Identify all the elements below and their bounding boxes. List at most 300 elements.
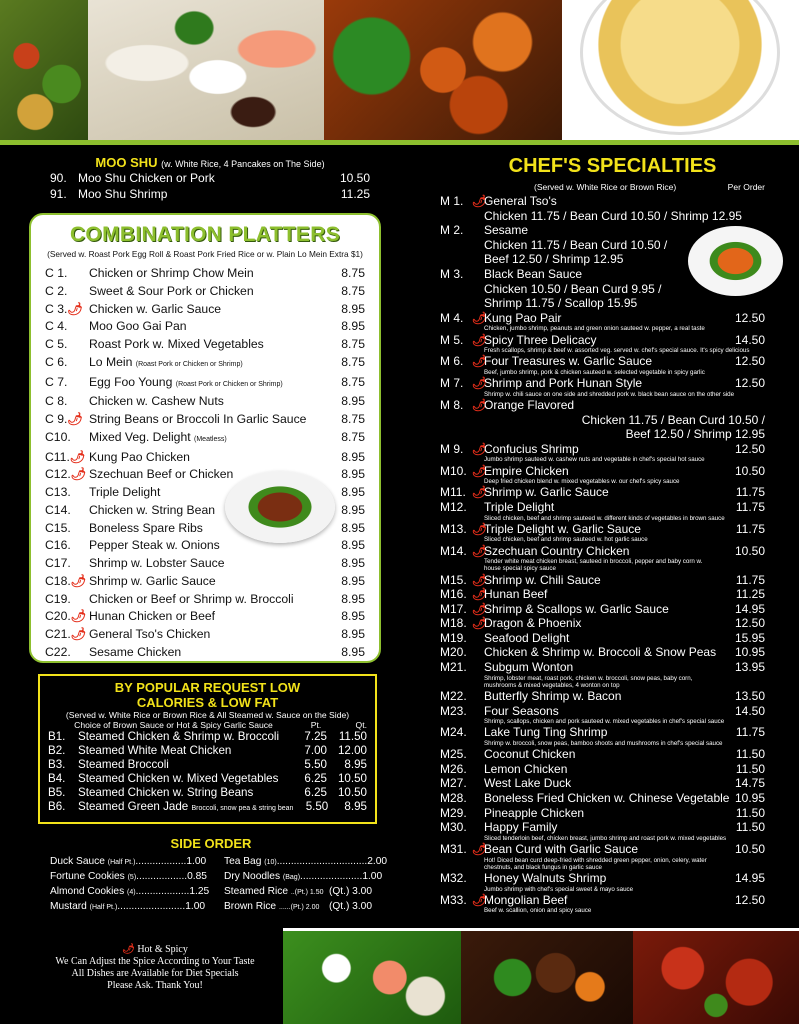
moo-shu-section bbox=[50, 155, 370, 202]
side-item-dots: .................. bbox=[135, 856, 187, 867]
item-name: Four Treasures w. Garlic Sauce bbox=[484, 354, 653, 369]
item-price: 14.75 bbox=[734, 776, 765, 791]
item-price: 13.50 bbox=[734, 689, 765, 704]
item-price-line: Chicken 11.75 / Bean Curd 10.50 / bbox=[581, 412, 765, 427]
item-price: 11.50 bbox=[735, 747, 765, 762]
item-name bbox=[89, 411, 315, 429]
item-price: 13.95 bbox=[734, 660, 765, 675]
item-name-text: Sweet & Sour Pork or Chicken bbox=[89, 283, 254, 298]
item-name: Lake Tung Ting Shrimp bbox=[484, 725, 608, 740]
popular-list bbox=[48, 730, 367, 816]
chef-item bbox=[440, 398, 765, 442]
item-code: M25. bbox=[440, 747, 467, 762]
item-name-text: Steamed Chicken & Shrimp w. Broccoli bbox=[78, 730, 280, 743]
side-order-right-column bbox=[224, 855, 388, 915]
item-price: 10.50 bbox=[734, 463, 765, 478]
item-name: West Lake Duck bbox=[484, 776, 572, 791]
chef-item bbox=[440, 464, 765, 486]
item-name: Confucius Shrimp bbox=[484, 441, 579, 456]
item-name: Happy Family bbox=[484, 820, 558, 835]
item-code: M 5. bbox=[440, 332, 464, 347]
hot-spicy-legend bbox=[45, 944, 265, 956]
popular-item bbox=[48, 730, 367, 744]
popular-item bbox=[48, 786, 367, 800]
side-item-name bbox=[50, 870, 187, 885]
item-price: 8.95 bbox=[341, 538, 365, 553]
chef-item bbox=[440, 871, 765, 893]
chef-item-row bbox=[440, 354, 765, 369]
item-name: Honey Walnuts Shrimp bbox=[484, 871, 607, 886]
item-name: Pineapple Chicken bbox=[484, 805, 585, 820]
item-description: Shrimp, scallops, chicken and pork sauteed w. mixed vegetables in chef's special sauce bbox=[484, 718, 725, 726]
side-item-label: Mustard bbox=[50, 901, 87, 912]
combo-item bbox=[45, 374, 365, 394]
combination-title: COMBINATION PLATTERS bbox=[69, 223, 341, 246]
item-code: M 7. bbox=[440, 376, 464, 391]
pepper-icon: 🌶︎ bbox=[472, 521, 488, 536]
side-item-size: (Bag) bbox=[282, 874, 301, 881]
pepper-icon: 🌶︎ bbox=[472, 376, 488, 391]
item-code: C 5. bbox=[45, 337, 68, 351]
item-name-text: String Beans or Broccoli In Garlic Sauce bbox=[89, 412, 307, 426]
item-note: (Roast Pork or Chicken or Shrimp) bbox=[135, 360, 243, 368]
item-name-text: Boneless Spare Ribs bbox=[89, 520, 203, 535]
item-name bbox=[89, 608, 315, 626]
top-photo-strip bbox=[0, 0, 799, 140]
item-name: Shrimp and Pork Hunan Style bbox=[484, 376, 643, 391]
item-description: Beef, jumbo shrimp, pork & chicken sauteed w. selected vegetable in spicy garlic bbox=[484, 368, 705, 376]
chefs-per-order: Per Order bbox=[727, 182, 765, 192]
item-code: M23. bbox=[440, 703, 467, 718]
chef-item bbox=[440, 616, 765, 631]
item-price: 8.75 bbox=[341, 266, 365, 280]
side-item-size: (Half Pt.) bbox=[107, 859, 136, 866]
item-name bbox=[89, 644, 315, 662]
item-code: M26. bbox=[440, 761, 467, 776]
item-price: 10.95 bbox=[734, 791, 765, 806]
combo-item bbox=[45, 573, 365, 591]
item-price: 8.95 bbox=[341, 591, 365, 606]
item-price: 11.75 bbox=[735, 521, 765, 536]
chefs-subtitle: (Served w. White Rice or Brown Rice) bbox=[534, 182, 677, 192]
item-price: 11.50 bbox=[735, 761, 765, 776]
side-item-price: 1.00 bbox=[362, 871, 383, 882]
item-price: 8.95 bbox=[341, 644, 365, 659]
side-order-title: SIDE ORDER bbox=[170, 836, 252, 851]
item-name: Dragon & Phoenix bbox=[484, 616, 582, 631]
item-name: Spicy Three Delicacy bbox=[484, 332, 597, 347]
item-price: 11.75 bbox=[735, 572, 765, 587]
item-code: C15. bbox=[45, 520, 71, 535]
moo-shu-subtitle: (w. White Rice, 4 Pancakes on The Side) bbox=[161, 159, 325, 169]
pepper-icon: 🌶︎ bbox=[67, 412, 83, 426]
note-line1: We Can Adjust the Spice According to Your Taste bbox=[55, 956, 255, 967]
item-code: M 1. bbox=[440, 194, 464, 208]
pepper-icon: 🌶︎ bbox=[472, 441, 488, 456]
pepper-icon: 🌶︎ bbox=[70, 609, 87, 624]
item-name-text: Shrimp w. Garlic Sauce bbox=[89, 573, 216, 588]
item-code: M30. bbox=[440, 820, 467, 835]
item-name: Moo Shu Shrimp bbox=[78, 187, 168, 201]
chef-item-row bbox=[440, 522, 765, 537]
combo-item bbox=[45, 537, 365, 555]
side-item-price: (Qt.) 3.00 bbox=[328, 886, 372, 897]
item-price-quart: 12.00 bbox=[337, 744, 367, 757]
photo-combo-plate bbox=[225, 471, 335, 543]
item-name-text: Chicken w. String Bean bbox=[89, 502, 216, 517]
item-name bbox=[78, 758, 291, 772]
chef-item bbox=[440, 485, 765, 500]
item-price: 12.50 bbox=[734, 892, 765, 907]
moo-shu-list bbox=[50, 170, 370, 202]
item-name bbox=[78, 744, 291, 758]
chef-item bbox=[440, 573, 765, 588]
photo-sesame-chicken bbox=[324, 0, 562, 140]
item-code: C11.🌶︎ bbox=[45, 449, 86, 464]
chef-item-row bbox=[440, 500, 765, 515]
item-price: 12.50 bbox=[734, 441, 765, 456]
item-name-text: Chicken w. Garlic Sauce bbox=[89, 301, 222, 316]
item-price: 12.50 bbox=[734, 354, 765, 369]
item-price: 8.95 bbox=[341, 449, 365, 464]
pepper-icon: 🌶︎ bbox=[472, 463, 488, 478]
popular-col-qt: Qt. bbox=[355, 720, 367, 730]
item-price: 12.50 bbox=[734, 376, 765, 391]
item-code: M28. bbox=[440, 791, 467, 806]
item-name-text: Shrimp w. Lobster Sauce bbox=[89, 556, 225, 570]
item-price: 10.50 bbox=[734, 543, 765, 558]
side-item-name bbox=[224, 900, 329, 915]
item-price: 11.75 bbox=[735, 725, 765, 740]
side-item-size: (10) bbox=[264, 859, 277, 866]
popular-choice: Choice of Brown Sauce or Hot & Spicy Garlic Sauce bbox=[74, 720, 273, 730]
item-code: C13. bbox=[45, 485, 71, 499]
item-name-text: Hunan Chicken or Beef bbox=[89, 609, 216, 624]
chef-item-row bbox=[440, 573, 765, 588]
combo-item bbox=[45, 265, 365, 283]
item-price: 8.75 bbox=[341, 337, 365, 351]
item-code: C20.🌶︎ bbox=[45, 609, 87, 624]
popular-col-pt: Pt. bbox=[310, 720, 322, 730]
item-price-line: Shrimp 11.75 / Scallop 15.95 bbox=[484, 296, 638, 311]
item-name: Mongolian Beef bbox=[484, 892, 568, 907]
item-name: Sesame bbox=[484, 223, 529, 238]
item-name-text: Steamed Chicken w. String Beans bbox=[78, 786, 254, 799]
combo-item bbox=[45, 411, 365, 429]
item-code: M20. bbox=[440, 645, 467, 660]
item-name-text: Chicken w. Cashew Nuts bbox=[89, 394, 224, 409]
item-price: 10.50 bbox=[734, 842, 765, 857]
combo-item bbox=[45, 591, 365, 609]
chef-item-row bbox=[440, 806, 765, 821]
chef-item bbox=[440, 725, 765, 747]
item-name bbox=[78, 772, 291, 786]
pepper-icon: 🌶︎ bbox=[472, 354, 488, 369]
item-price: 8.95 bbox=[341, 627, 365, 641]
item-name: Empire Chicken bbox=[484, 463, 569, 478]
item-name: Lemon Chicken bbox=[484, 761, 568, 776]
item-description: Jumbo shrimp sauteed w. cashew nuts and vegetable in chef's special hot sauce bbox=[484, 456, 705, 464]
chef-item bbox=[440, 806, 765, 821]
combo-item bbox=[45, 608, 365, 626]
item-name bbox=[78, 730, 291, 744]
item-price: 8.75 bbox=[341, 429, 365, 444]
item-name-text: Mixed Veg. Delight bbox=[89, 429, 191, 444]
item-code: C14. bbox=[45, 502, 71, 517]
chef-item bbox=[440, 842, 765, 871]
bottom-photo-strip bbox=[283, 928, 799, 1024]
pepper-icon: 🌶︎ bbox=[472, 543, 488, 558]
chef-item-row bbox=[440, 762, 765, 777]
item-price-pint: 7.25 bbox=[304, 730, 327, 743]
item-name-text: Egg Foo Young bbox=[89, 374, 173, 389]
item-description: Beef w. scallion, onion and spicy sauce bbox=[484, 907, 592, 915]
item-price: 8.95 bbox=[341, 485, 365, 499]
side-item-name bbox=[50, 900, 185, 915]
pepper-icon: 🌶︎ bbox=[472, 616, 488, 631]
item-code: C 3.🌶︎ bbox=[45, 301, 83, 316]
chef-item bbox=[440, 689, 765, 704]
side-item-name bbox=[50, 855, 186, 870]
item-price: 11.50 bbox=[735, 805, 765, 820]
item-code: B5. bbox=[48, 786, 66, 799]
chef-item-row bbox=[440, 645, 765, 660]
chef-item-row bbox=[440, 631, 765, 646]
item-name bbox=[89, 374, 315, 394]
chef-item bbox=[440, 544, 765, 573]
item-name-text: General Tso's Chicken bbox=[89, 627, 211, 641]
side-item-dots: ................................ bbox=[276, 856, 368, 867]
pepper-icon: 🌶︎ bbox=[472, 601, 488, 616]
item-note: Broccoli, snow pea & string bean bbox=[191, 805, 294, 812]
item-code: B2. bbox=[48, 744, 66, 757]
item-code: M 8. bbox=[440, 397, 464, 412]
chef-item-row bbox=[440, 311, 765, 326]
item-code: M18. bbox=[440, 616, 467, 631]
item-code: M13. bbox=[440, 521, 467, 536]
pepper-icon: 🌶︎ bbox=[472, 587, 488, 602]
item-code: M 4. bbox=[440, 310, 464, 325]
chef-item bbox=[440, 660, 765, 689]
side-order-item bbox=[224, 900, 372, 915]
pepper-icon: 🌶︎ bbox=[472, 485, 488, 500]
hot-spicy-label: Hot & Spicy bbox=[137, 944, 188, 955]
chef-item-row bbox=[440, 442, 765, 457]
side-item-label: Duck Sauce bbox=[50, 856, 105, 867]
side-order-item bbox=[50, 855, 207, 870]
chef-item-row bbox=[440, 893, 765, 908]
chef-item bbox=[440, 354, 765, 376]
item-code: M31. bbox=[440, 842, 467, 857]
item-code: M29. bbox=[440, 805, 467, 820]
item-name bbox=[89, 265, 315, 283]
item-price: 11.25 bbox=[735, 587, 765, 602]
item-description: Shrimp, lobster meat, roast pork, chicken w. broccoli, snow peas, baby corn, bbox=[484, 674, 693, 682]
combination-platters-panel bbox=[29, 213, 381, 663]
item-name bbox=[89, 283, 315, 301]
side-item-name bbox=[224, 885, 329, 900]
item-price: 8.95 bbox=[341, 573, 365, 588]
side-item-price: 2.00 bbox=[367, 856, 388, 867]
item-name-text: Steamed White Meat Chicken bbox=[78, 744, 232, 757]
chef-item-row bbox=[440, 776, 765, 791]
chef-item-row bbox=[440, 842, 765, 857]
item-name bbox=[89, 555, 315, 573]
item-name-text: Chicken or Shrimp Chow Mein bbox=[89, 266, 254, 280]
item-code: M17. bbox=[440, 601, 467, 616]
item-price-pint: 6.25 bbox=[304, 786, 327, 799]
chef-item-row bbox=[440, 820, 765, 835]
item-code: M21. bbox=[440, 660, 467, 675]
chef-item bbox=[440, 893, 765, 915]
item-code: C 1. bbox=[45, 266, 68, 280]
side-item-label: Almond Cookies bbox=[50, 886, 125, 897]
item-name-text: Moo Goo Gai Pan bbox=[89, 319, 187, 334]
item-code: C22. bbox=[45, 644, 71, 659]
item-name: Shrimp & Scallops w. Garlic Sauce bbox=[484, 601, 669, 616]
item-code: C16. bbox=[45, 538, 71, 553]
item-code: C12.🌶︎ bbox=[45, 467, 87, 482]
item-code: M27. bbox=[440, 776, 467, 791]
menu-item bbox=[50, 186, 370, 202]
side-item-label: Tea Bag bbox=[224, 856, 262, 867]
combo-item bbox=[45, 318, 365, 336]
item-name: Triple Delight w. Garlic Sauce bbox=[484, 521, 641, 536]
item-name-text: Pepper Steak w. Onions bbox=[89, 538, 220, 553]
photo-seafood bbox=[88, 0, 324, 140]
item-description: mushrooms & mixed vegetables, 4 wonton on top bbox=[484, 681, 620, 689]
item-name bbox=[89, 301, 315, 319]
chef-item bbox=[440, 522, 765, 544]
item-name: Shrimp w. Garlic Sauce bbox=[484, 485, 609, 500]
item-price-quart: 8.95 bbox=[344, 758, 367, 771]
combo-item bbox=[45, 429, 365, 449]
photo-shrimp-broccoli bbox=[283, 931, 461, 1024]
side-item-dots: ................... bbox=[135, 886, 190, 897]
item-price: 10.50 bbox=[339, 171, 370, 185]
item-code: C18.🌶︎ bbox=[45, 573, 87, 588]
chef-item bbox=[440, 587, 765, 602]
item-code: 91. bbox=[50, 187, 67, 201]
item-name bbox=[78, 786, 291, 800]
photo-spicy-chicken bbox=[633, 931, 799, 1024]
side-item-size: ......(Pt.) 2.00 bbox=[278, 904, 320, 911]
item-description: Tender white meat chicken breast, sauteed in broccoli, pepper and baby corn w. bbox=[484, 558, 703, 566]
combo-item bbox=[45, 336, 365, 354]
item-name-text: Roast Pork w. Mixed Vegetables bbox=[89, 337, 264, 351]
item-description: Sliced tenderloin beef, chicken breast, jumbo shrimp and roast pork w. mixed vegetables bbox=[484, 834, 727, 842]
chef-item bbox=[440, 820, 765, 842]
item-name: Bean Curd with Garlic Sauce bbox=[484, 842, 639, 857]
item-price-line: Beef 12.50 / Shrimp 12.95 bbox=[625, 427, 765, 442]
item-name bbox=[89, 336, 315, 354]
item-name: Hunan Beef bbox=[484, 587, 548, 602]
chef-item-row bbox=[440, 194, 765, 209]
side-item-name bbox=[224, 855, 367, 870]
item-description: chestnuts, and black fungus in garlic sauce bbox=[484, 863, 602, 871]
item-name bbox=[89, 591, 315, 609]
item-price: 8.75 bbox=[341, 354, 365, 369]
popular-item bbox=[48, 744, 367, 758]
item-code: M12. bbox=[440, 499, 467, 514]
item-price-line: Chicken 11.75 / Bean Curd 10.50 / bbox=[484, 237, 668, 252]
pepper-icon: 🌶︎ bbox=[69, 449, 86, 464]
item-code: B4. bbox=[48, 772, 66, 785]
item-name: Chicken & Shrimp w. Broccoli & Snow Peas bbox=[484, 645, 717, 660]
popular-item bbox=[48, 758, 367, 772]
item-code: B6. bbox=[48, 800, 66, 813]
chef-item-row bbox=[440, 791, 765, 806]
chef-item bbox=[440, 704, 765, 726]
chef-item-row bbox=[440, 725, 765, 740]
item-description: Shrimp w. chili sauce on one side and shredded pork w. black bean sauce on the other side bbox=[484, 390, 735, 398]
item-price: 14.50 bbox=[734, 332, 765, 347]
side-item-price: 1.25 bbox=[189, 886, 210, 897]
item-name bbox=[89, 573, 315, 591]
chef-item-row bbox=[440, 602, 765, 617]
side-item-label: Brown Rice bbox=[224, 901, 277, 912]
side-order-item bbox=[224, 870, 383, 885]
pepper-icon: 🌶︎ bbox=[122, 944, 135, 955]
item-name-text: Steamed Broccoli bbox=[78, 758, 169, 771]
item-code: M22. bbox=[440, 689, 467, 704]
item-description: Hot! Diced bean curd deep-fried with shredded green pepper, onion, celery, water bbox=[484, 856, 707, 864]
item-code: M16. bbox=[440, 587, 467, 602]
item-code: M 2. bbox=[440, 223, 464, 238]
pepper-icon: 🌶︎ bbox=[70, 627, 87, 641]
item-description: Fresh scallops, shrimp & beef w. assorted veg. served w. chef's special sauce. It's spicy delicious bbox=[484, 347, 750, 355]
item-price-quart: 8.95 bbox=[344, 800, 367, 813]
combo-item bbox=[45, 354, 365, 374]
chef-item bbox=[440, 747, 765, 762]
popular-request-box bbox=[38, 674, 377, 824]
popular-title-line2: CALORIES & LOW FAT bbox=[136, 695, 279, 710]
side-item-name bbox=[50, 885, 189, 900]
menu-item bbox=[50, 170, 370, 186]
item-name: Four Seasons bbox=[484, 703, 559, 718]
item-price: 8.75 bbox=[341, 412, 365, 426]
item-name: Butterfly Shrimp w. Bacon bbox=[484, 689, 622, 704]
item-name-text: Lo Mein bbox=[89, 354, 133, 369]
note-line3: Please Ask. Thank You! bbox=[107, 980, 203, 991]
side-item-name bbox=[224, 870, 362, 885]
item-name bbox=[89, 393, 315, 411]
combo-item bbox=[45, 449, 365, 467]
item-name: Orange Flavored bbox=[484, 397, 575, 412]
chef-item-row bbox=[440, 544, 765, 559]
item-price: 14.50 bbox=[734, 703, 765, 718]
item-price-quart: 10.50 bbox=[337, 786, 367, 799]
item-code: C 6. bbox=[45, 354, 68, 369]
chefs-subheader bbox=[440, 182, 765, 192]
side-item-label: Steamed Rice bbox=[224, 886, 288, 897]
item-code: M14. bbox=[440, 543, 467, 558]
item-code: C 8. bbox=[45, 394, 68, 409]
item-price: 8.95 bbox=[341, 609, 365, 624]
item-code: M 3. bbox=[440, 266, 464, 281]
chefs-list bbox=[440, 194, 765, 915]
chef-item bbox=[440, 311, 765, 333]
item-code: C19. bbox=[45, 591, 71, 606]
side-order-item bbox=[50, 870, 207, 885]
item-price: 12.50 bbox=[734, 310, 765, 325]
chef-item bbox=[440, 333, 765, 355]
item-price: 11.75 bbox=[735, 499, 765, 514]
item-code: C 7. bbox=[45, 374, 68, 389]
chef-item bbox=[440, 762, 765, 777]
chef-item-row bbox=[440, 689, 765, 704]
item-name: Moo Shu Chicken or Pork bbox=[78, 171, 215, 185]
